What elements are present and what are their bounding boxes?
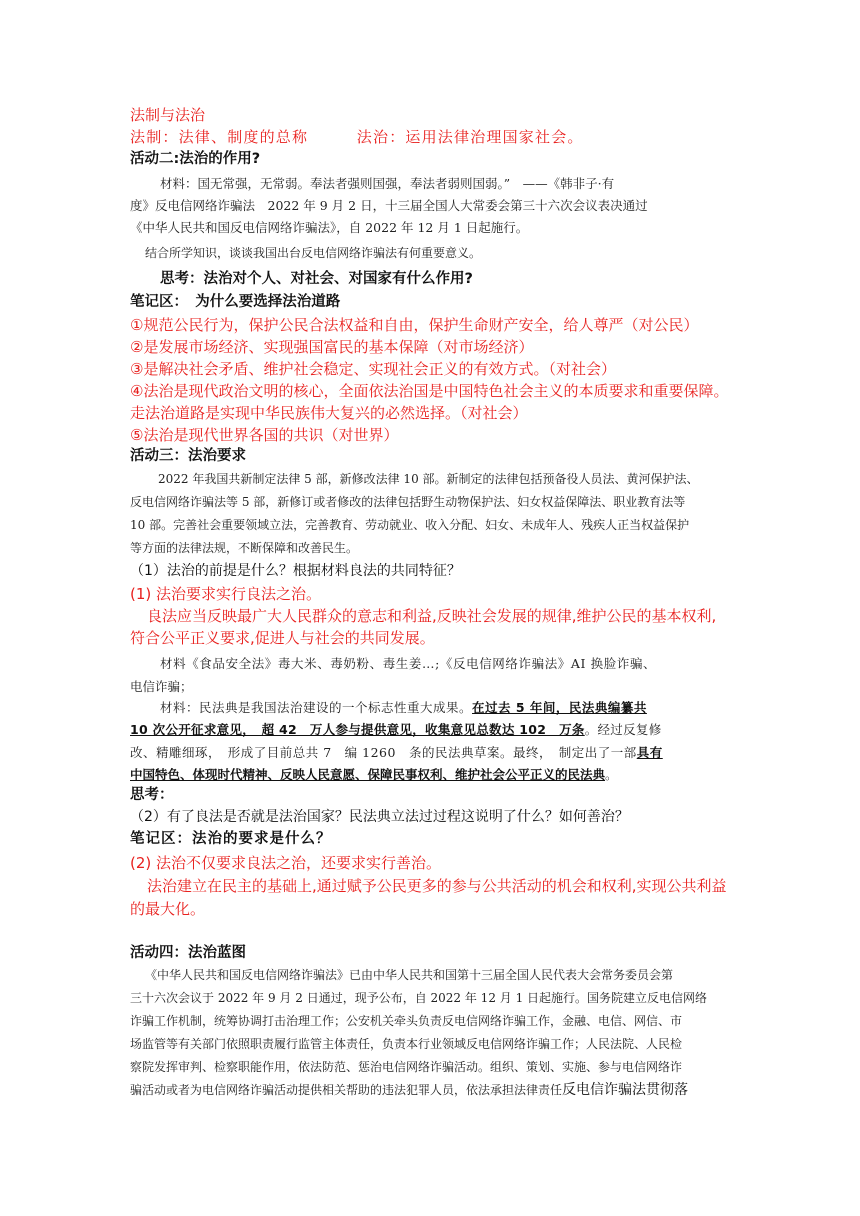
answer-1-detail: 符合公平正义要求,促进人与社会的共同发展。 [130,629,435,647]
material-line: 材料：国无常强，无常弱。奉法者强则国强，奉法者弱则国弱。” ——《韩非子·有 [160,176,615,191]
point-5: ⑤法治是现代世界各国的共识（对世界） [130,426,399,444]
point-2: ②是发展市场经济、实现强国富民的基本保障（对市场经济） [130,338,534,356]
body-line: 诈骗工作机制，统筹协调打击治理工作；公安机关牵头负责反电信网络诈骗工作，金融、电信、网信、市 [130,1014,683,1028]
answer-1: (1) 法治要求实行良法之治。 [130,585,322,603]
think-question: 思考：法治对个人、对社会、对国家有什么作用? [160,271,473,287]
point-3: ③是解决社会矛盾、维护社会稳定、实现社会正义的有效方式。（对社会） [130,360,616,378]
material-line: 10 次公开征求意见， 超 42 万人参与提供意见，收集意见总数达 102 万条。经过反复修 [130,722,662,737]
material-line: 材料：民法典是我国法治建设的一个标志性重大成果。在过去 5 年间，民法典编纂共 [160,700,647,715]
notes-heading: 笔记区： 为什么要选择法治道路 [130,294,341,310]
point-1: ①规范公民行为，保护公民合法权益和自由，保护生命财产安全，给人尊严（对公民） [130,316,699,334]
section-title-fazhi: 法制与法治 [130,106,206,124]
answer-2-detail: 法治建立在民主的基础上,通过赋予公民更多的参与公共活动的机会和权利,实现公共利益 [147,877,727,895]
material-line: 度》反电信网络诈骗法 2022 年 9 月 2 日，十三届全国人大常委会第三十六次会议表决通过 [130,198,648,213]
question-1: （1）法治的前提是什么？根据材料良法的共同特征？ [130,563,461,579]
answer-2-detail: 的最大化。 [130,900,206,918]
activity-2-heading: 活动二:法治的作用? [130,151,261,167]
point-4-cont: 走法治道路是实现中华民族伟大复兴的必然选择。（对社会） [130,404,528,422]
answer-2: (2) 法治不仅要求良法之治，还要求实行善治。 [130,854,442,872]
material-line: 10 部。完善社会重要领域立法，完善教育、劳动就业、收入分配、妇女、未成年人、残疾人正当权益保护 [130,518,690,532]
material-line: 2022 年我国共新制定法律 5 部，新修改法律 10 部。新制定的法律包括预备役人员法、黄河保护法、 [158,472,699,486]
body-line: 《中华人民共和国反电信网络诈骗法》已由中华人民共和国第十三届全国人民代表大会常务委员会第 [145,968,674,982]
discussion-prompt: 结合所学知识，谈谈我国出台反电信网络诈骗法有何重要意义。 [145,246,482,260]
body-line: 三十六次会议于 2022 年 9 月 2 日通过，现予公布，自 2022 年 12 月 1 日起施行。国务院建立反电信网络 [130,991,708,1005]
body-line: 察院发挥审判、检察职能作用，依法防范、惩治电信网络诈骗活动。组织、策划、实施、参与电信网络诈 [130,1060,683,1074]
body-line: 骗活动或者为电信网络诈骗活动提供相关帮助的违法犯罪人员，依法承担法律责任反电信诈骗法贯彻落 [130,1082,689,1098]
point-4: ④法治是现代政治文明的核心，全面依法治国是中国特色社会主义的本质要求和重要保障。 [130,382,729,400]
notes-heading: 笔记区：法治的要求是什么？ [130,831,332,847]
activity-3-heading: 活动三：法治要求 [130,448,246,464]
material-line: 材料《食品安全法》毒大米、毒奶粉、毒生姜…;《反电信网络诈骗法》AI 换脸诈骗、 [160,656,657,671]
material-line: 电信诈骗； [130,679,193,694]
answer-1-detail: 良法应当反映最广大人民群众的意志和利益,反映社会发展的规律,维护公民的基本权利, [147,607,717,625]
material-line: 等方面的法律法规，不断保障和改善民生。 [130,541,359,555]
material-line: 改、精雕细琢， 形成了目前总共 7 编 1260 条的民法典草案。最终， 制定出了一部具有 [130,745,663,760]
material-line: 中国特色、体现时代精神、反映人民意愿、保障民事权利、维护社会公平正义的民法典。 [130,767,618,782]
activity-4-heading: 活动四：法治蓝图 [130,945,246,961]
body-line: 场监管等有关部门依照职责履行监管主体责任，负责本行业领域反电信网络诈骗工作；人民法院、人民检 [130,1037,683,1051]
material-line: 《中华人民共和国反电信网络诈骗法》，自 2022 年 12 月 1 日起施行。 [130,220,529,235]
question-2: （2）有了良法是否就是法治国家？民法典立法过过程这说明了什么？如何善治？ [130,809,629,825]
definition-line: 法制：法律、制度的总称 法治：运用法律治理国家社会。 [130,128,584,146]
think-label: 思考： [130,787,174,803]
material-line: 反电信网络诈骗法等 5 部，新修订或者修改的法律包括野生动物保护法、妇女权益保障法、职业教育法等 [130,495,686,509]
